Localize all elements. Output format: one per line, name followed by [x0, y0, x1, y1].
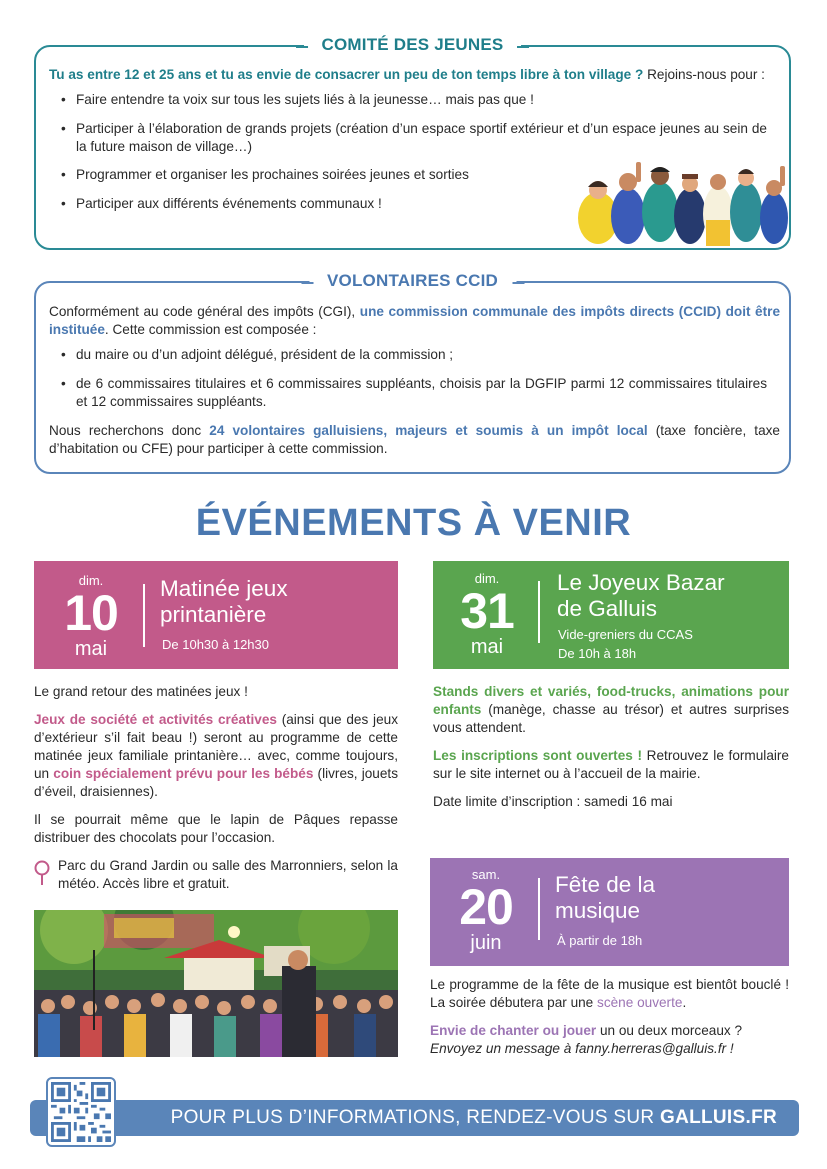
- youth-committee-list: [49, 91, 780, 156]
- event-banner-joyeux-bazar: [433, 561, 789, 669]
- qr-code-icon: [51, 1082, 111, 1142]
- events-heading: ÉVÉNEMENTS À VENIR: [195, 502, 632, 544]
- footer-text: POUR PLUS D’INFORMATIONS, RENDEZ-VOUS SUR GALLUIS.FR: [170, 1107, 777, 1128]
- youth-group-illustration: [570, 160, 788, 246]
- list-item: • de 6 commissaires titulaires et 6 commissaires suppléants, choisis par la DGFIP parmi 12 commissaires titulaires et 12 commissaires suppléants.: [49, 375, 767, 411]
- event-time: De 10h30 à 12h30: [162, 637, 269, 652]
- event-banner-fete-musique: [430, 858, 789, 966]
- event2-description: Stands divers et variés, food-trucks, animations pour enfants (manège, chasse au trésor) et autres surprises vous attendent. Les inscriptions sont ouvertes ! Retrouvez le formulaire sur le site internet ou à l’accueil de la mairie. Date limite d’inscription : samedi 16 mai: [433, 684, 789, 809]
- event-subtitle: Vide-greniers du CCAS: [558, 627, 693, 642]
- ccid-intro: Conformément au code général des impôts (CGI), une commission communale des impôts directs (CCID) doit être instituée. Cette commission est composée :: [49, 304, 780, 337]
- event-date: dim. 10 mai: [64, 573, 118, 660]
- youth-committee-title: COMITÉ DES JEUNES: [304, 35, 522, 55]
- event-date: dim. 31 mai: [460, 571, 514, 658]
- event-date: sam. 20 juin: [459, 867, 513, 954]
- website-link[interactable]: GALLUIS.FR: [660, 1107, 777, 1128]
- event3-description: Le programme de la fête de la musique est bientôt bouclé ! La soirée débutera par une scène ouverte. Envie de chanter ou jouer un ou deux morceaux ? Envoyez un message à fanny.herreras@galluis.fr !: [430, 977, 789, 1056]
- event-title: Le Joyeux Bazar de Galluis: [557, 570, 725, 621]
- concert-crowd-photo: [34, 910, 398, 1057]
- event-title: Fête de la musique: [555, 872, 656, 923]
- ccid-list: [49, 346, 780, 411]
- event1-location: Parc du Grand Jardin ou salle des Marronniers, selon la météo. Accès libre et gratuit.: [58, 858, 398, 891]
- ccid-title: VOLONTAIRES CCID: [309, 271, 516, 291]
- event-title: Matinée jeux printanière: [160, 576, 288, 627]
- event3-contact: Envoyez un message à fanny.herreras@galluis.fr !: [430, 1041, 734, 1056]
- list-item: • du maire ou d’un adjoint délégué, président de la commission ;: [49, 346, 767, 364]
- ccid-outro: Nous recherchons donc 24 volontaires galluisiens, majeurs et soumis à un impôt local (taxe foncière, taxe d’habitation ou CFE) pour participer à cette commission.: [49, 423, 780, 456]
- list-item: • Faire entendre ta voix sur tous les sujets liés à la jeunesse… mais pas que !: [49, 91, 767, 109]
- location-pin-icon: [34, 860, 50, 886]
- list-item: • Participer aux différents événements communaux !: [49, 195, 767, 213]
- youth-committee-intro: Tu as entre 12 et 25 ans et tu as envie de consacrer un peu de ton temps libre à ton village ? Rejoins-nous pour :: [49, 67, 765, 82]
- event-banner-games-morning: [34, 561, 398, 669]
- event1-description: Le grand retour des matinées jeux ! Jeux de société et activités créatives (ainsi que des jeux d’extérieur s’il fait beau !) seront au programme de cette matinée jeux familiale printanière… avec, comme toujours, un coin spécialement prévu pour les bébés (livres, jouets d’éveil, draisiennes). Il se pourrait même que le lapin de Pâques repasse distribuer des chocolats pour l’occasion. Parc du Grand Jardin ou salle des Marronniers, selon la météo. Accès libre et gratuit.: [34, 684, 398, 891]
- event-time: De 10h à 18h: [558, 646, 637, 661]
- qr-code[interactable]: [46, 1077, 116, 1147]
- list-item: • Programmer et organiser les prochaines soirées jeunes et sorties: [49, 166, 767, 184]
- list-item: • Participer à l’élaboration de grands projets (création d’un espace sportif extérieur et d’un espace jeunes au sein de la future maison de village…): [49, 120, 767, 156]
- event-time: À partir de 18h: [557, 933, 643, 948]
- ccid-volunteers-box: [34, 271, 791, 474]
